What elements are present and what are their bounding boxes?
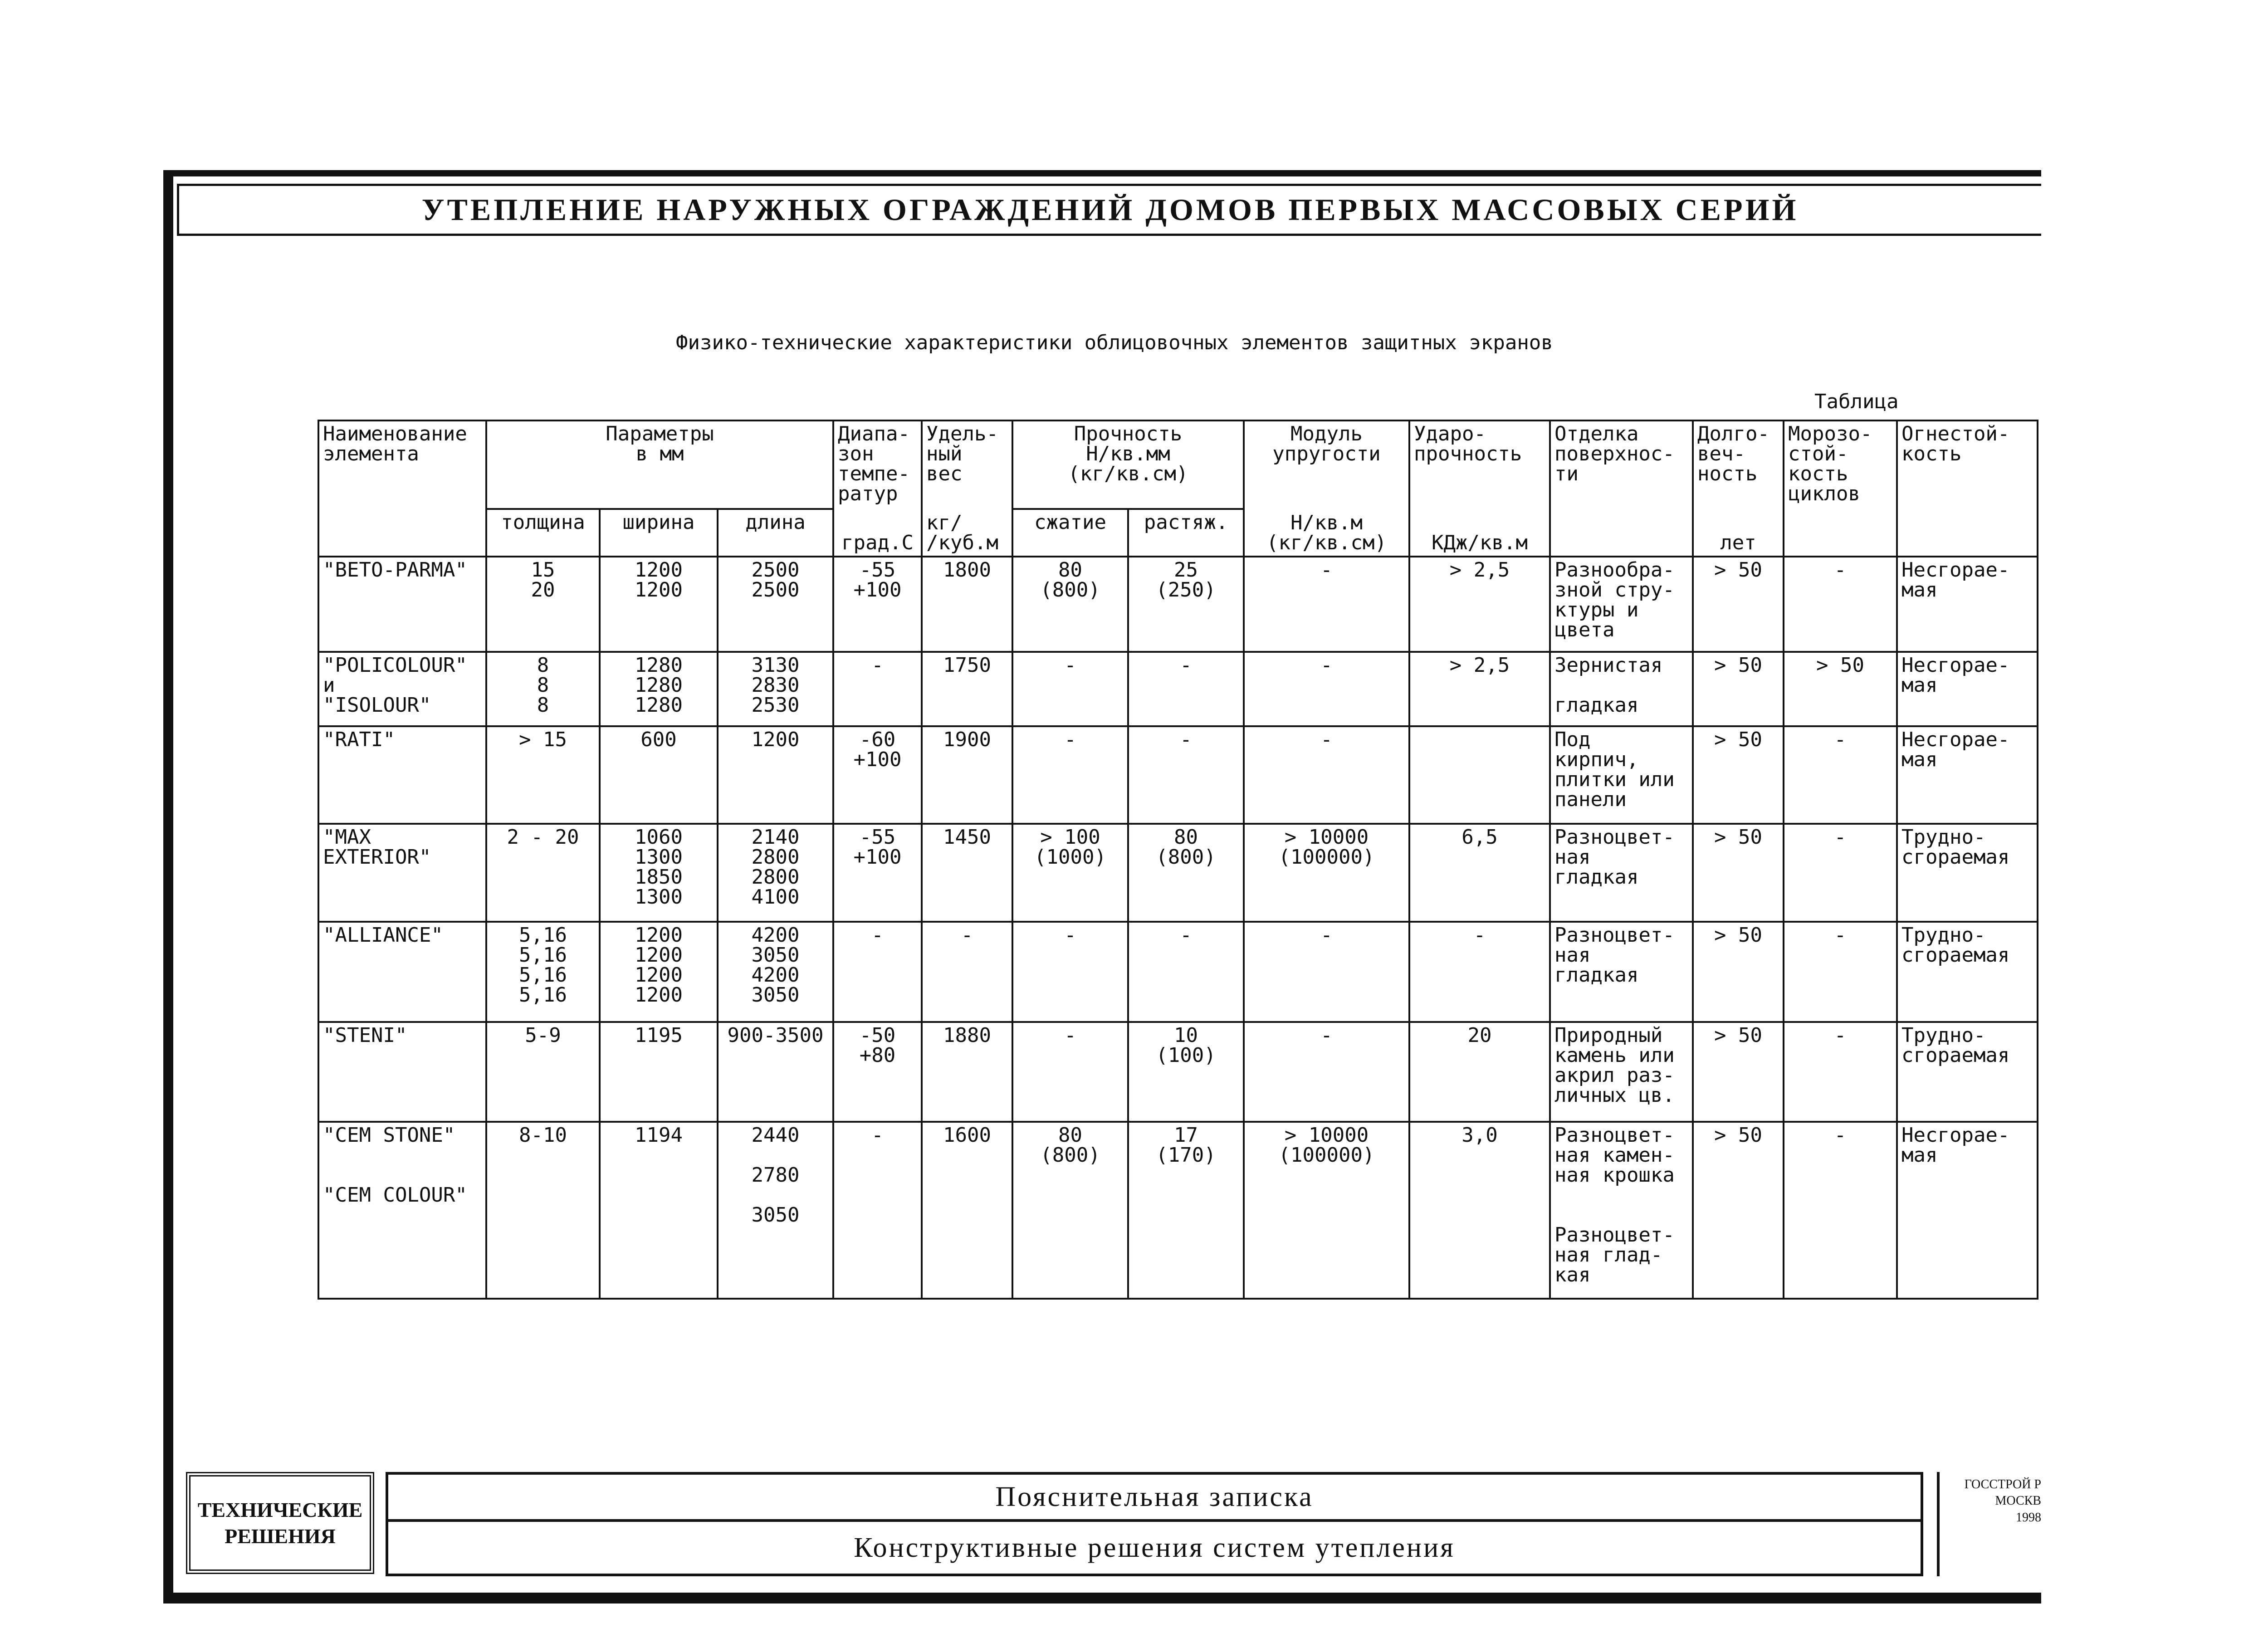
cell-finish: Под кирпич, плитки или панели (1550, 726, 1693, 824)
header-weight: Удель- ный вес (922, 420, 1012, 509)
cell-name: "STENI" (318, 1022, 486, 1122)
cell-compression: 80 (800) (1012, 1122, 1128, 1299)
table-row (318, 922, 2038, 1022)
cell-compression: - (1012, 1022, 1128, 1122)
table-row (318, 1122, 2038, 1299)
cell-width: 1200 1200 1200 1200 (600, 922, 718, 1022)
cell-fire: Несгорае- мая (1897, 1122, 2038, 1299)
header-tension: растяж. (1128, 509, 1244, 557)
cell-tension: - (1128, 922, 1244, 1022)
cell-weight: 1900 (922, 726, 1012, 824)
table-row (318, 726, 2038, 824)
header-impact: Ударо- прочность (1409, 420, 1550, 509)
table-body (318, 557, 2038, 1299)
cell-frost: - (1784, 726, 1897, 824)
cell-durability: > 50 (1693, 1022, 1784, 1122)
table-row (318, 1022, 2038, 1122)
cell-durability: > 50 (1693, 824, 1784, 921)
header-name: Наименование элемента (318, 420, 486, 557)
header-compression: сжатие (1012, 509, 1128, 557)
cell-compression: > 100 (1000) (1012, 824, 1128, 921)
cell-thickness: 5-9 (486, 1022, 600, 1122)
cell-modulus: > 10000 (100000) (1244, 1122, 1409, 1299)
page-title: УТЕПЛЕНИЕ НАРУЖНЫХ ОГРАЖДЕНИЙ ДОМОВ ПЕРВЫХ МАССОВЫХ СЕРИЙ (421, 192, 1799, 227)
cell-width: 1060 1300 1850 1300 (600, 824, 718, 921)
header-fire: Огнестой- кость (1897, 420, 2038, 557)
cell-fire: Несгорае- мая (1897, 557, 2038, 652)
cell-impact: - (1409, 922, 1550, 1022)
cell-temp: -55 +100 (833, 824, 922, 921)
cell-tension: 25 (250) (1128, 557, 1244, 652)
cell-frost: - (1784, 1022, 1897, 1122)
stamp-org-line1: ГОССТРОЙ Р (1964, 1477, 2041, 1491)
cell-fire: Несгорае- мая (1897, 726, 2038, 824)
cell-thickness: 5,16 5,16 5,16 5,16 (486, 922, 600, 1022)
header-thickness: толщина (486, 509, 600, 557)
cell-length: 2500 2500 (718, 557, 833, 652)
cell-fire: Трудно- сгораемая (1897, 1022, 2038, 1122)
characteristics-table (318, 420, 2038, 1300)
cell-tension: 10 (100) (1128, 1022, 1244, 1122)
frame-top-border (163, 170, 2041, 176)
cell-durability: > 50 (1693, 652, 1784, 726)
cell-tension: 80 (800) (1128, 824, 1244, 921)
table-caption: Физико-технические характеристики облицовочных элементов защитных экранов (676, 331, 1553, 354)
cell-name: "BETO-PARMA" (318, 557, 486, 652)
cell-impact: 6,5 (1409, 824, 1550, 921)
cell-tension: - (1128, 726, 1244, 824)
cell-thickness: 2 - 20 (486, 824, 600, 921)
cell-compression: - (1012, 652, 1128, 726)
cell-impact (1409, 726, 1550, 824)
cell-fire: Трудно- сгораемая (1897, 824, 2038, 921)
stamp-main (386, 1472, 1923, 1576)
cell-finish: Разноцвет- ная камен- ная крошка Разноцвет- ная глад- кая (1550, 1122, 1693, 1299)
cell-temp: -55 +100 (833, 557, 922, 652)
frame-bottom-border (163, 1593, 2041, 1604)
stamp-badge-text: ТЕХНИЧЕСКИЕ РЕШЕНИЯ (197, 1498, 363, 1548)
header-durability: Долго- веч- ность (1693, 420, 1784, 509)
cell-modulus: - (1244, 1022, 1409, 1122)
cell-tension: 17 (170) (1128, 1122, 1244, 1299)
cell-length: 4200 3050 4200 3050 (718, 922, 833, 1022)
cell-finish: Зернистая гладкая (1550, 652, 1693, 726)
stamp-row-section (388, 1522, 1921, 1574)
cell-durability: > 50 (1693, 1122, 1784, 1299)
cell-weight: 1600 (922, 1122, 1012, 1299)
stamp-org-line2: МОСКВ (1995, 1494, 2041, 1508)
cell-weight: 1800 (922, 557, 1012, 652)
cell-impact: > 2,5 (1409, 557, 1550, 652)
cell-name: "CEM STONE" "CEM COLOUR" (318, 1122, 486, 1299)
cell-temp: - (833, 652, 922, 726)
cell-durability: > 50 (1693, 922, 1784, 1022)
header-temp-range: Диапа- зон темпе- ратур (833, 420, 922, 509)
cell-finish: Разноцвет- ная гладкая (1550, 824, 1693, 921)
cell-width: 1280 1280 1280 (600, 652, 718, 726)
stamp-organization (1937, 1472, 2041, 1576)
cell-temp: - (833, 1122, 922, 1299)
header-finish: Отделка поверхнос- ти (1550, 420, 1693, 509)
header-strength: Прочность Н/кв.мм (кг/кв.см) (1012, 420, 1244, 509)
cell-frost: - (1784, 922, 1897, 1022)
stamp-badge (186, 1472, 374, 1574)
header-modulus-unit: Н/кв.м (кг/кв.см) (1244, 509, 1409, 557)
cell-temp: -60 +100 (833, 726, 922, 824)
header-modulus: Модуль упругости (1244, 420, 1409, 509)
cell-modulus: - (1244, 922, 1409, 1022)
header-length: длина (718, 509, 833, 557)
header-temp-unit: град.С (833, 509, 922, 557)
header-frost-cont (1784, 509, 1897, 557)
cell-tension: - (1128, 652, 1244, 726)
cell-length: 1200 (718, 726, 833, 824)
cell-modulus: > 10000 (100000) (1244, 824, 1409, 921)
drawing-sheet (163, 170, 2041, 1604)
cell-length: 900-3500 (718, 1022, 833, 1122)
cell-thickness: > 15 (486, 726, 600, 824)
cell-weight: 1450 (922, 824, 1012, 921)
table-row (318, 652, 2038, 726)
cell-width: 600 (600, 726, 718, 824)
stamp-row-document (388, 1475, 1921, 1522)
cell-name: "ALLIANCE" (318, 922, 486, 1022)
cell-frost: - (1784, 1122, 1897, 1299)
title-block (177, 1463, 2041, 1590)
cell-frost: - (1784, 557, 1897, 652)
cell-finish: Разноцвет- ная гладкая (1550, 922, 1693, 1022)
cell-modulus: - (1244, 557, 1409, 652)
cell-durability: > 50 (1693, 726, 1784, 824)
cell-name: "POLICOLOUR" и "ISOLOUR" (318, 652, 486, 726)
cell-width: 1194 (600, 1122, 718, 1299)
header-impact-unit: КДж/кв.м (1409, 509, 1550, 557)
cell-weight: - (922, 922, 1012, 1022)
header-params: Параметры в мм (486, 420, 833, 509)
cell-temp: - (833, 922, 922, 1022)
header-frost: Морозо- стой- кость циклов (1784, 420, 1897, 509)
header-width: ширина (600, 509, 718, 557)
stamp-document-name: Пояснительная записка (995, 1481, 1314, 1512)
cell-thickness: 15 20 (486, 557, 600, 652)
cell-frost: - (1784, 824, 1897, 921)
cell-impact: 20 (1409, 1022, 1550, 1122)
cell-weight: 1880 (922, 1022, 1012, 1122)
header-weight-unit: кг/ /куб.м (922, 509, 1012, 557)
cell-width: 1195 (600, 1022, 718, 1122)
cell-fire: Трудно- сгораемая (1897, 922, 2038, 1022)
cell-finish: Разнообра- зной стру- ктуры и цвета (1550, 557, 1693, 652)
table-row (318, 824, 2038, 921)
header-durability-unit: лет (1693, 509, 1784, 557)
frame-left-border (163, 170, 173, 1604)
cell-thickness: 8-10 (486, 1122, 600, 1299)
cell-name: "RATI" (318, 726, 486, 824)
cell-modulus: - (1244, 726, 1409, 824)
cell-temp: -50 +80 (833, 1022, 922, 1122)
title-box (177, 184, 2041, 236)
cell-durability: > 50 (1693, 557, 1784, 652)
table-label: Таблица (1814, 390, 1899, 413)
cell-length: 3130 2830 2530 (718, 652, 833, 726)
cell-finish: Природный камень или акрил раз- личных цв. (1550, 1022, 1693, 1122)
stamp-section-name: Конструктивные решения систем утепления (854, 1532, 1455, 1563)
table-row (318, 557, 2038, 652)
cell-length: 2140 2800 2800 4100 (718, 824, 833, 921)
cell-weight: 1750 (922, 652, 1012, 726)
cell-impact: > 2,5 (1409, 652, 1550, 726)
cell-compression: - (1012, 922, 1128, 1022)
cell-name: "MAX EXTERIOR" (318, 824, 486, 921)
cell-compression: - (1012, 726, 1128, 824)
cell-fire: Несгорае- мая (1897, 652, 2038, 726)
cell-compression: 80 (800) (1012, 557, 1128, 652)
cell-impact: 3,0 (1409, 1122, 1550, 1299)
cell-length: 2440 2780 3050 (718, 1122, 833, 1299)
header-finish-cont (1550, 509, 1693, 557)
cell-width: 1200 1200 (600, 557, 718, 652)
cell-modulus: - (1244, 652, 1409, 726)
cell-thickness: 8 8 8 (486, 652, 600, 726)
cell-frost: > 50 (1784, 652, 1897, 726)
stamp-year: 1998 (2016, 1510, 2041, 1525)
